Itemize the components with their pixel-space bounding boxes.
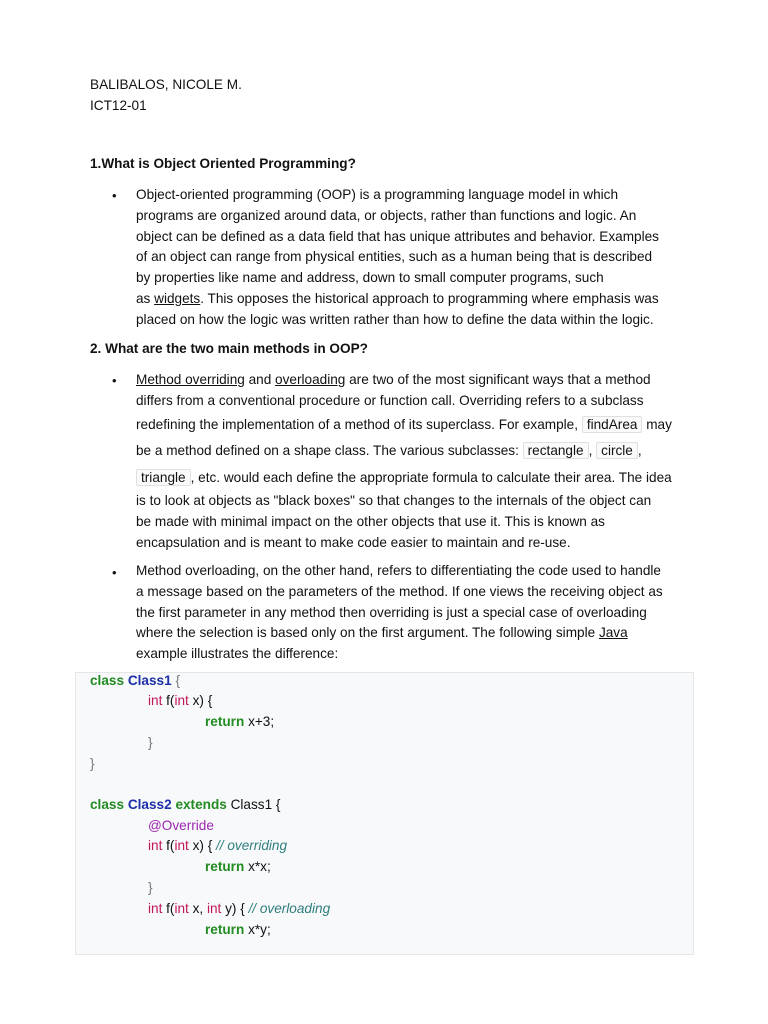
code-line	[205, 859, 271, 875]
punctuation: }	[90, 756, 95, 771]
punctuation: }	[148, 735, 153, 750]
code-line	[205, 922, 271, 938]
method-overriding-link[interactable]: Method overriding	[136, 372, 245, 387]
q2-line: differs from a conventional procedure or function call. Overriding refers to a subclass	[136, 392, 644, 408]
code-text: x*x;	[248, 859, 271, 874]
q2-line	[136, 465, 681, 492]
annotation: @Override	[148, 818, 214, 833]
code-line	[148, 818, 214, 834]
q1-line: placed on how the logic was written rather than how to define the data within the logic.	[136, 311, 654, 327]
punctuation: {	[175, 673, 180, 688]
q2-line	[136, 412, 681, 439]
q1-line	[136, 289, 681, 310]
question-1-heading: 1.What is Object Oriented Programming?	[90, 156, 356, 171]
code-text: x) {	[192, 838, 213, 853]
q2-line: is to look at objects as "black boxes" so that changes to the internals of the object can	[136, 493, 652, 509]
code-line	[90, 797, 280, 813]
code-line	[148, 838, 287, 854]
q2-text: be a method defined on a shape class. The various subclasses:	[136, 443, 523, 459]
code-line	[90, 756, 95, 772]
q2-text: and	[244, 372, 276, 387]
code-line	[90, 673, 180, 689]
code-comment: // overriding	[216, 838, 288, 853]
q2-text: may	[642, 416, 672, 432]
type: int	[174, 901, 189, 916]
question-2-heading: 2. What are the two main methods in OOP?	[90, 341, 368, 356]
keyword: return	[205, 922, 245, 937]
code-text: x) {	[192, 693, 213, 708]
class-name: Class1	[127, 673, 172, 688]
q2-line: Method overloading, on the other hand, refers to differentiating the code used to handle	[136, 563, 661, 578]
q2-text: where the selection is based only on the first argument. The following simple	[136, 625, 599, 641]
code-text: f(	[166, 693, 175, 708]
bullet-q2-1: •	[112, 373, 117, 388]
q2-text: ,	[637, 443, 642, 459]
keyword: class	[90, 673, 125, 688]
q1-text: . This opposes the historical approach to programming where emphasis was	[200, 290, 659, 306]
q2-answer-overloading	[136, 561, 681, 665]
q2-line: be made with minimal impact on the other objects that use it. This is known as	[136, 513, 605, 529]
q2-line: example illustrates the difference:	[136, 646, 339, 662]
q2-line: a message based on the parameters of the method. If one views the receiving object as	[136, 583, 663, 599]
type: int	[206, 901, 222, 916]
inline-code-triangle: triangle	[136, 469, 191, 486]
code-text: y) {	[225, 901, 245, 916]
q1-line: of an object can range from physical entities, such as a human being that is described	[136, 249, 653, 265]
q2-line	[136, 438, 681, 465]
q1-line: object can be defined as a data field that has unique attributes and behavior. Examples	[136, 228, 659, 244]
keyword: extends	[175, 797, 227, 812]
code-text: f(	[166, 901, 175, 916]
code-line	[148, 735, 153, 751]
keyword: return	[205, 714, 245, 729]
type: int	[148, 901, 163, 916]
code-text: x*y;	[248, 922, 271, 937]
type: int	[174, 693, 189, 708]
inline-code-circle: circle	[596, 442, 638, 459]
keyword: class	[90, 797, 125, 812]
code-line	[148, 901, 330, 917]
code-line	[148, 693, 212, 709]
code-comment: // overloading	[248, 901, 331, 916]
code-block	[75, 672, 694, 955]
q2-text: are two of the most significant ways that a method	[345, 372, 651, 387]
q2-line	[136, 623, 681, 644]
bullet-q1: •	[112, 188, 117, 203]
code-text: x+3;	[248, 714, 275, 729]
keyword: return	[205, 859, 245, 874]
q2-text: , etc. would each define the appropriate formula to calculate their area. The idea	[190, 469, 672, 485]
inline-code-findarea: findArea	[582, 416, 643, 433]
punctuation: }	[148, 880, 153, 895]
widgets-link[interactable]: widgets	[154, 290, 201, 306]
q1-line: by properties like name and address, down to small computer programs, such	[136, 270, 604, 286]
bullet-q2-2: •	[112, 565, 117, 580]
type: int	[174, 838, 189, 853]
q2-text: ,	[588, 443, 597, 459]
code-text: f(	[166, 838, 175, 853]
code-line	[148, 880, 153, 896]
q1-line: Object-oriented programming (OOP) is a programming language model in which	[136, 187, 619, 202]
inline-code-rectangle: rectangle	[523, 442, 589, 459]
code-text: x,	[192, 901, 204, 916]
q1-answer	[136, 185, 681, 331]
class-name: Class2	[127, 797, 172, 812]
q2-line: encapsulation and is meant to make code easier to maintain and re-use.	[136, 534, 571, 550]
q2-line: the first parameter in any method then overriding is just a special case of overloading	[136, 604, 647, 620]
q1-text: as	[136, 290, 155, 306]
type: int	[148, 693, 163, 708]
student-section: ICT12-01	[90, 98, 147, 113]
overloading-link[interactable]: overloading	[275, 372, 346, 387]
q2-text: redefining the implementation of a method of its superclass. For example,	[136, 416, 582, 432]
q2-line	[136, 370, 681, 391]
student-name: BALIBALOS, NICOLE M.	[90, 77, 242, 92]
q2-answer-overriding	[136, 370, 681, 553]
code-line	[205, 714, 274, 730]
q1-line: programs are organized around data, or objects, rather than functions and logic. An	[136, 207, 637, 223]
java-link[interactable]: Java	[598, 625, 628, 641]
type: int	[148, 838, 163, 853]
code-text: Class1 {	[230, 797, 281, 812]
